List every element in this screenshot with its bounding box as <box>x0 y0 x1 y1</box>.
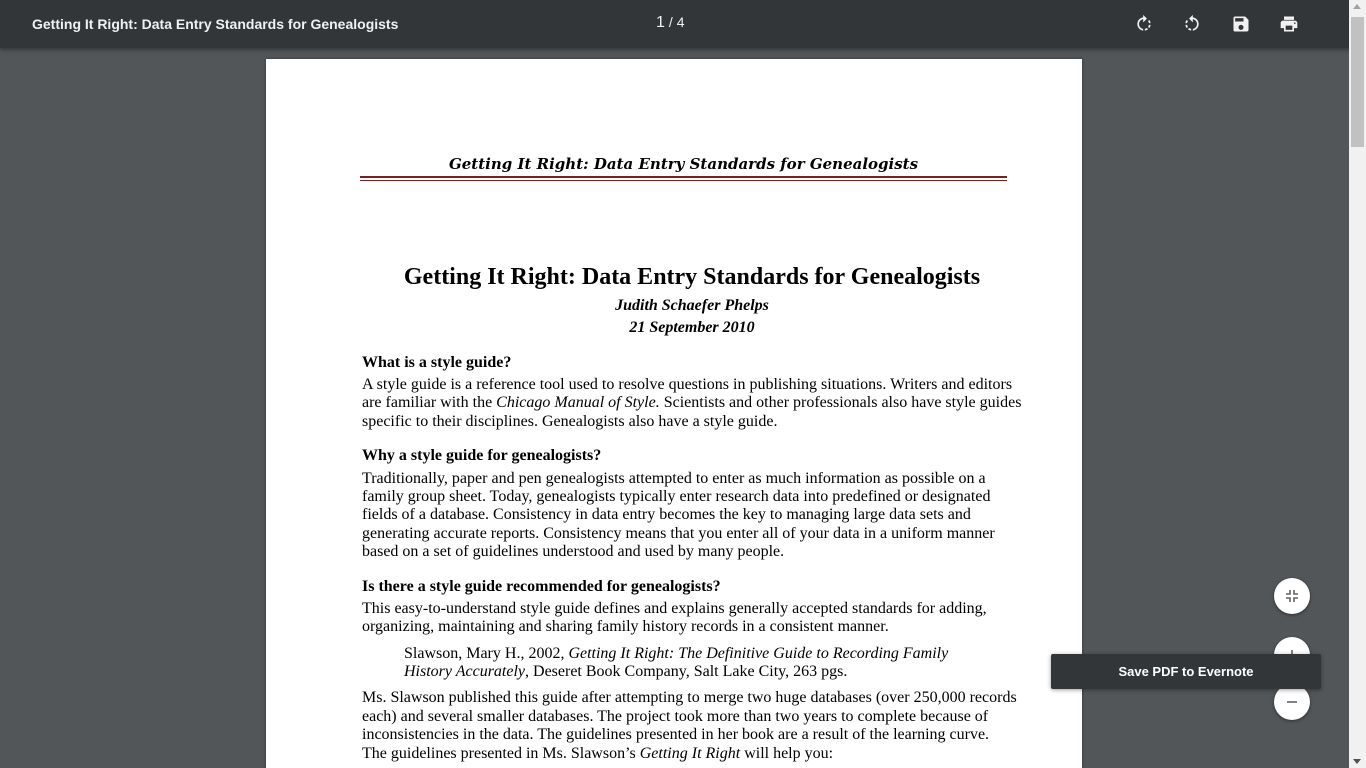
document-heading: Getting It Right: Data Entry Standards for Genealogists <box>403 264 981 290</box>
citation-line: History Accurately, Deseret Book Company, Salt Lake City, 263 pgs. <box>404 663 848 680</box>
total-pages: 4 <box>676 14 685 30</box>
scroll-up-arrow-icon[interactable] <box>1353 4 1361 9</box>
evernote-tooltip: Save PDF to Evernote <box>1051 654 1321 689</box>
zoom-out-button[interactable] <box>1274 684 1310 720</box>
paragraph-line: fields of a database. Consistency in data entry becomes the key to managing large data sets and <box>362 506 971 523</box>
paragraph-line: This easy-to-understand style guide defines and explains generally accepted standards for adding, <box>362 600 987 617</box>
paragraph-line: inconsistencies in the data. The guidelines presented in her book are a result of the learning curve. <box>362 726 990 743</box>
paragraph-line: are familiar with the Chicago Manual of Style. Scientists and other professionals also have style guides <box>362 394 1022 411</box>
rotate-counterclockwise-button[interactable] <box>1180 12 1204 36</box>
paragraph-line: specific to their disciplines. Genealogists also have a style guide. <box>362 413 778 430</box>
paragraph-line: organizing, maintaining and sharing family history records in a consistent manner. <box>362 618 889 635</box>
fit-to-page-icon <box>1284 588 1300 604</box>
scroll-down-arrow-icon[interactable] <box>1353 759 1361 764</box>
section-heading: Is there a style guide recommended for genealogists? <box>362 578 721 595</box>
author: Judith Schaefer Phelps <box>615 297 769 314</box>
rotate-clockwise-icon <box>1134 14 1154 34</box>
vertical-scrollbar[interactable] <box>1349 0 1366 768</box>
header-rule <box>360 176 1007 178</box>
paragraph-line: The guidelines presented in Ms. Slawson’s Getting It Right will help you: <box>362 745 834 762</box>
zoom-out-icon <box>1284 694 1300 710</box>
save-icon <box>1231 14 1251 34</box>
paragraph-line: A style guide is a reference tool used to resolve questions in publishing situations. Writers and editors <box>362 376 1013 393</box>
pdf-page <box>266 59 1082 768</box>
save-button[interactable] <box>1229 12 1253 36</box>
section-heading: Why a style guide for genealogists? <box>362 447 602 464</box>
paragraph-line: based on a set of guidelines understood and used by many people. <box>362 543 785 560</box>
paragraph-line: Ms. Slawson published this guide after attempting to merge two huge databases (over 250,000 records <box>362 689 1017 706</box>
citation-line: Slawson, Mary H., 2002, Getting It Right: The Definitive Guide to Recording Family <box>404 645 949 662</box>
paragraph-line: family group sheet. Today, genealogists typically enter research data into predefined or designated <box>362 488 991 505</box>
running-header: Getting It Right: Data Entry Standards for Genealogists <box>448 155 919 173</box>
scroll-thumb[interactable] <box>1351 17 1364 147</box>
page-separator: / <box>668 14 673 30</box>
paragraph-line: Traditionally, paper and pen genealogists attempted to enter as much information as possible on a <box>362 470 986 487</box>
paragraph-line: each) and several smaller databases. The project took more than two years to complete because of <box>362 708 989 725</box>
publication-date: 21 September 2010 <box>629 319 755 336</box>
rotate-counterclockwise-icon <box>1182 14 1202 34</box>
section-heading: What is a style guide? <box>362 354 512 371</box>
print-icon <box>1279 14 1299 34</box>
paragraph-line: generating accurate reports. Consistency means that you enter all of your data in a uniform manner <box>362 525 995 542</box>
document-title: Getting It Right: Data Entry Standards for Genealogists <box>32 16 399 32</box>
fit-to-page-button[interactable] <box>1274 578 1310 614</box>
pdf-toolbar <box>0 0 1366 48</box>
current-page[interactable]: 1 <box>656 14 665 31</box>
print-button[interactable] <box>1277 12 1301 36</box>
header-rule-thin <box>360 180 1007 181</box>
page-indicator <box>656 14 685 32</box>
rotate-clockwise-button[interactable] <box>1132 12 1156 36</box>
